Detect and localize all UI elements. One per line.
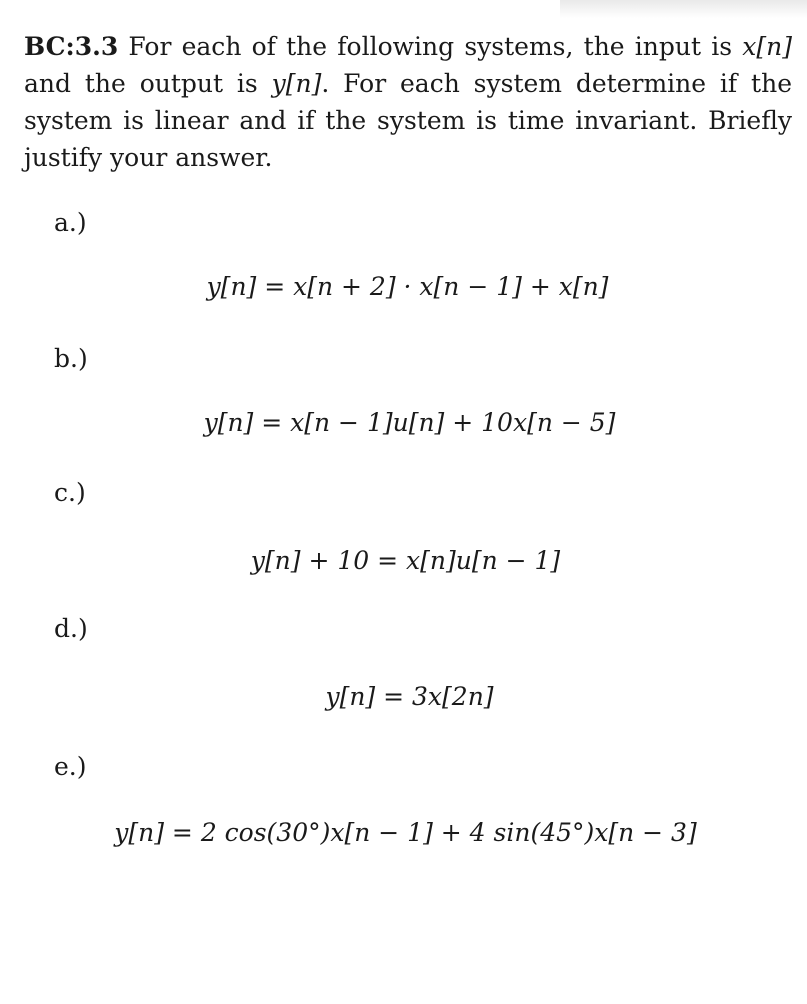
- part-e-equation: y[n] = 2 cos(30°)x[n − 1] + 4 sin(45°)x[n − 3]: [114, 818, 697, 847]
- part-c-label: c.): [54, 478, 86, 507]
- part-b-label: b.): [54, 344, 88, 373]
- input-symbol: x[n]: [742, 32, 792, 61]
- part-b-equation: y[n] = x[n − 1]u[n] + 10x[n − 5]: [203, 408, 616, 437]
- part-e-label: e.): [54, 752, 87, 781]
- part-d-label: d.): [54, 614, 88, 643]
- output-symbol: y[n]: [271, 69, 322, 98]
- problem-statement: [24, 28, 792, 176]
- part-c-equation: y[n] + 10 = x[n]u[n − 1]: [250, 546, 561, 575]
- part-a-label: a.): [54, 208, 87, 237]
- problem-id: BC:3.3: [24, 32, 119, 61]
- page-edge-shadow: [560, 0, 807, 18]
- part-a-equation: y[n] = x[n + 2] · x[n − 1] + x[n]: [206, 272, 609, 301]
- problem-text-3: . For each system determine if the system is linear and if the system is time invariant. Briefly justify your answer.: [24, 69, 792, 172]
- part-d-equation: y[n] = 3x[2n]: [325, 682, 494, 711]
- problem-text-1: For each of the following systems, the input is: [118, 32, 743, 61]
- problem-text-2: and the output is: [24, 69, 272, 98]
